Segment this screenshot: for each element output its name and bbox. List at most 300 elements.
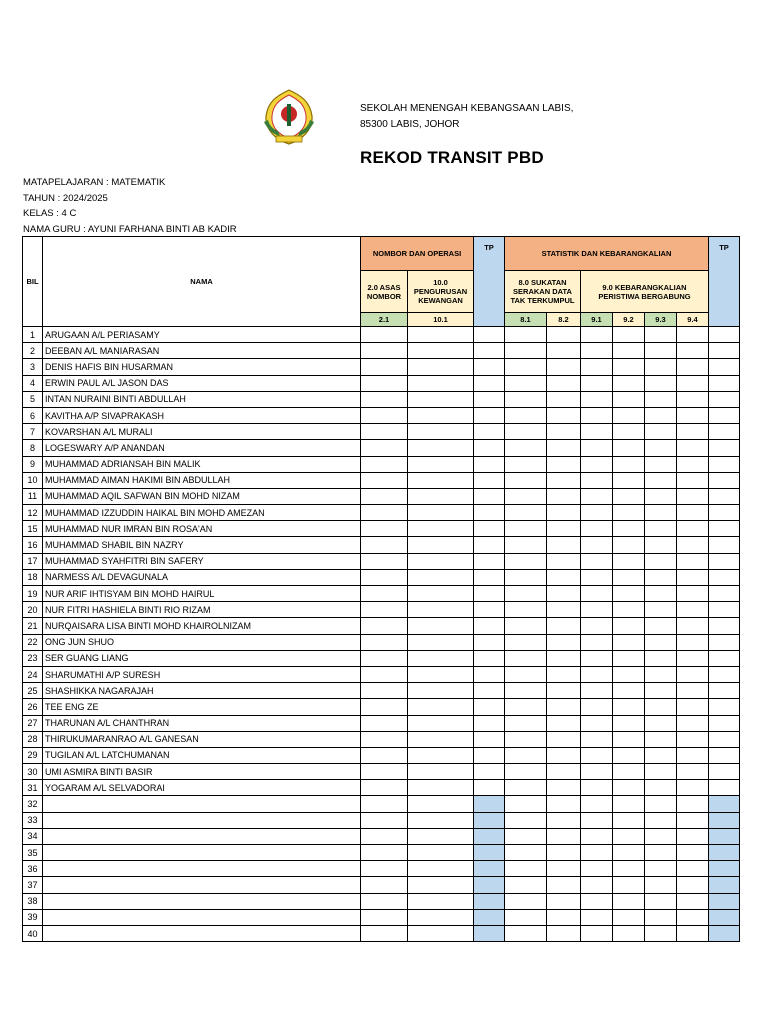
- score-cell[interactable]: [547, 909, 581, 925]
- score-cell[interactable]: [505, 828, 547, 844]
- score-cell[interactable]: [645, 359, 677, 375]
- score-cell[interactable]: [613, 618, 645, 634]
- score-cell[interactable]: [408, 731, 474, 747]
- score-cell[interactable]: [361, 537, 408, 553]
- score-cell[interactable]: [361, 650, 408, 666]
- score-cell[interactable]: [677, 391, 709, 407]
- score-cell[interactable]: [581, 553, 613, 569]
- score-cell[interactable]: [505, 909, 547, 925]
- tp-cell[interactable]: [709, 796, 740, 812]
- score-cell[interactable]: [613, 407, 645, 423]
- tp-cell[interactable]: [474, 845, 505, 861]
- score-cell[interactable]: [505, 586, 547, 602]
- score-cell[interactable]: [408, 683, 474, 699]
- score-cell[interactable]: [581, 780, 613, 796]
- score-cell[interactable]: [505, 893, 547, 909]
- tp-cell[interactable]: [474, 683, 505, 699]
- tp-cell[interactable]: [709, 845, 740, 861]
- score-cell[interactable]: [613, 909, 645, 925]
- score-cell[interactable]: [505, 666, 547, 682]
- score-cell[interactable]: [645, 715, 677, 731]
- score-cell[interactable]: [581, 666, 613, 682]
- score-cell[interactable]: [408, 780, 474, 796]
- score-cell[interactable]: [581, 877, 613, 893]
- score-cell[interactable]: [581, 699, 613, 715]
- tp-cell[interactable]: [474, 699, 505, 715]
- tp-cell[interactable]: [709, 456, 740, 472]
- score-cell[interactable]: [613, 488, 645, 504]
- tp-cell[interactable]: [474, 391, 505, 407]
- score-cell[interactable]: [505, 472, 547, 488]
- score-cell[interactable]: [677, 521, 709, 537]
- score-cell[interactable]: [581, 650, 613, 666]
- tp-cell[interactable]: [474, 747, 505, 763]
- tp-cell[interactable]: [709, 925, 740, 941]
- score-cell[interactable]: [645, 586, 677, 602]
- score-cell[interactable]: [361, 488, 408, 504]
- score-cell[interactable]: [408, 699, 474, 715]
- score-cell[interactable]: [408, 618, 474, 634]
- score-cell[interactable]: [581, 731, 613, 747]
- score-cell[interactable]: [613, 521, 645, 537]
- tp-cell[interactable]: [709, 909, 740, 925]
- score-cell[interactable]: [581, 327, 613, 343]
- score-cell[interactable]: [645, 828, 677, 844]
- tp-cell[interactable]: [709, 666, 740, 682]
- score-cell[interactable]: [408, 569, 474, 585]
- tp-cell[interactable]: [474, 569, 505, 585]
- tp-cell[interactable]: [474, 812, 505, 828]
- tp-cell[interactable]: [474, 666, 505, 682]
- score-cell[interactable]: [505, 925, 547, 941]
- score-cell[interactable]: [361, 925, 408, 941]
- score-cell[interactable]: [408, 828, 474, 844]
- score-cell[interactable]: [408, 521, 474, 537]
- score-cell[interactable]: [547, 424, 581, 440]
- score-cell[interactable]: [581, 845, 613, 861]
- score-cell[interactable]: [677, 731, 709, 747]
- score-cell[interactable]: [547, 359, 581, 375]
- score-cell[interactable]: [505, 343, 547, 359]
- score-cell[interactable]: [613, 764, 645, 780]
- score-cell[interactable]: [613, 731, 645, 747]
- score-cell[interactable]: [613, 586, 645, 602]
- score-cell[interactable]: [408, 893, 474, 909]
- score-cell[interactable]: [361, 618, 408, 634]
- score-cell[interactable]: [505, 764, 547, 780]
- score-cell[interactable]: [505, 440, 547, 456]
- tp-cell[interactable]: [474, 828, 505, 844]
- score-cell[interactable]: [361, 715, 408, 731]
- tp-cell[interactable]: [709, 731, 740, 747]
- score-cell[interactable]: [581, 764, 613, 780]
- tp-cell[interactable]: [474, 861, 505, 877]
- score-cell[interactable]: [361, 359, 408, 375]
- score-cell[interactable]: [645, 569, 677, 585]
- score-cell[interactable]: [361, 666, 408, 682]
- score-cell[interactable]: [408, 327, 474, 343]
- score-cell[interactable]: [677, 569, 709, 585]
- score-cell[interactable]: [547, 456, 581, 472]
- score-cell[interactable]: [547, 764, 581, 780]
- score-cell[interactable]: [408, 877, 474, 893]
- score-cell[interactable]: [677, 828, 709, 844]
- score-cell[interactable]: [408, 488, 474, 504]
- tp-cell[interactable]: [709, 521, 740, 537]
- score-cell[interactable]: [677, 537, 709, 553]
- tp-cell[interactable]: [709, 553, 740, 569]
- score-cell[interactable]: [677, 618, 709, 634]
- score-cell[interactable]: [645, 521, 677, 537]
- score-cell[interactable]: [361, 747, 408, 763]
- score-cell[interactable]: [613, 440, 645, 456]
- score-cell[interactable]: [645, 472, 677, 488]
- score-cell[interactable]: [677, 602, 709, 618]
- score-cell[interactable]: [505, 359, 547, 375]
- tp-cell[interactable]: [474, 650, 505, 666]
- tp-cell[interactable]: [474, 343, 505, 359]
- score-cell[interactable]: [677, 456, 709, 472]
- score-cell[interactable]: [408, 812, 474, 828]
- score-cell[interactable]: [408, 440, 474, 456]
- score-cell[interactable]: [613, 666, 645, 682]
- tp-cell[interactable]: [709, 683, 740, 699]
- score-cell[interactable]: [547, 666, 581, 682]
- score-cell[interactable]: [677, 375, 709, 391]
- score-cell[interactable]: [613, 796, 645, 812]
- score-cell[interactable]: [408, 764, 474, 780]
- tp-cell[interactable]: [709, 586, 740, 602]
- tp-cell[interactable]: [709, 488, 740, 504]
- score-cell[interactable]: [408, 925, 474, 941]
- tp-cell[interactable]: [474, 780, 505, 796]
- tp-cell[interactable]: [474, 375, 505, 391]
- score-cell[interactable]: [613, 650, 645, 666]
- score-cell[interactable]: [361, 845, 408, 861]
- score-cell[interactable]: [677, 488, 709, 504]
- tp-cell[interactable]: [709, 634, 740, 650]
- tp-cell[interactable]: [474, 602, 505, 618]
- score-cell[interactable]: [547, 634, 581, 650]
- score-cell[interactable]: [361, 861, 408, 877]
- score-cell[interactable]: [505, 537, 547, 553]
- score-cell[interactable]: [581, 715, 613, 731]
- score-cell[interactable]: [645, 440, 677, 456]
- score-cell[interactable]: [505, 602, 547, 618]
- score-cell[interactable]: [547, 780, 581, 796]
- score-cell[interactable]: [677, 796, 709, 812]
- score-cell[interactable]: [677, 893, 709, 909]
- score-cell[interactable]: [581, 618, 613, 634]
- score-cell[interactable]: [505, 699, 547, 715]
- score-cell[interactable]: [677, 472, 709, 488]
- score-cell[interactable]: [677, 666, 709, 682]
- tp-cell[interactable]: [709, 812, 740, 828]
- tp-cell[interactable]: [474, 634, 505, 650]
- score-cell[interactable]: [677, 861, 709, 877]
- score-cell[interactable]: [505, 812, 547, 828]
- score-cell[interactable]: [581, 359, 613, 375]
- tp-cell[interactable]: [474, 618, 505, 634]
- score-cell[interactable]: [645, 683, 677, 699]
- score-cell[interactable]: [547, 747, 581, 763]
- tp-cell[interactable]: [709, 407, 740, 423]
- score-cell[interactable]: [645, 764, 677, 780]
- score-cell[interactable]: [613, 828, 645, 844]
- score-cell[interactable]: [613, 861, 645, 877]
- score-cell[interactable]: [361, 812, 408, 828]
- score-cell[interactable]: [547, 796, 581, 812]
- score-cell[interactable]: [581, 537, 613, 553]
- score-cell[interactable]: [581, 407, 613, 423]
- score-cell[interactable]: [613, 391, 645, 407]
- score-cell[interactable]: [677, 440, 709, 456]
- score-cell[interactable]: [547, 650, 581, 666]
- score-cell[interactable]: [581, 440, 613, 456]
- score-cell[interactable]: [547, 925, 581, 941]
- score-cell[interactable]: [408, 747, 474, 763]
- tp-cell[interactable]: [474, 488, 505, 504]
- score-cell[interactable]: [505, 505, 547, 521]
- score-cell[interactable]: [581, 586, 613, 602]
- score-cell[interactable]: [677, 407, 709, 423]
- score-cell[interactable]: [361, 683, 408, 699]
- score-cell[interactable]: [581, 602, 613, 618]
- score-cell[interactable]: [505, 375, 547, 391]
- score-cell[interactable]: [408, 634, 474, 650]
- tp-cell[interactable]: [474, 359, 505, 375]
- score-cell[interactable]: [361, 909, 408, 925]
- score-cell[interactable]: [645, 925, 677, 941]
- score-cell[interactable]: [505, 553, 547, 569]
- score-cell[interactable]: [677, 683, 709, 699]
- score-cell[interactable]: [581, 634, 613, 650]
- score-cell[interactable]: [581, 424, 613, 440]
- score-cell[interactable]: [613, 845, 645, 861]
- tp-cell[interactable]: [474, 424, 505, 440]
- tp-cell[interactable]: [709, 327, 740, 343]
- score-cell[interactable]: [581, 893, 613, 909]
- tp-cell[interactable]: [709, 537, 740, 553]
- score-cell[interactable]: [361, 634, 408, 650]
- score-cell[interactable]: [645, 553, 677, 569]
- score-cell[interactable]: [505, 683, 547, 699]
- score-cell[interactable]: [645, 505, 677, 521]
- score-cell[interactable]: [547, 440, 581, 456]
- score-cell[interactable]: [547, 586, 581, 602]
- score-cell[interactable]: [408, 505, 474, 521]
- tp-cell[interactable]: [709, 747, 740, 763]
- score-cell[interactable]: [645, 747, 677, 763]
- score-cell[interactable]: [505, 715, 547, 731]
- score-cell[interactable]: [505, 780, 547, 796]
- score-cell[interactable]: [408, 715, 474, 731]
- score-cell[interactable]: [581, 683, 613, 699]
- score-cell[interactable]: [677, 553, 709, 569]
- score-cell[interactable]: [613, 456, 645, 472]
- score-cell[interactable]: [361, 764, 408, 780]
- score-cell[interactable]: [613, 553, 645, 569]
- score-cell[interactable]: [677, 650, 709, 666]
- score-cell[interactable]: [645, 731, 677, 747]
- score-cell[interactable]: [547, 553, 581, 569]
- score-cell[interactable]: [677, 845, 709, 861]
- score-cell[interactable]: [361, 602, 408, 618]
- score-cell[interactable]: [677, 359, 709, 375]
- score-cell[interactable]: [361, 343, 408, 359]
- score-cell[interactable]: [361, 893, 408, 909]
- score-cell[interactable]: [581, 488, 613, 504]
- score-cell[interactable]: [361, 407, 408, 423]
- score-cell[interactable]: [645, 650, 677, 666]
- score-cell[interactable]: [677, 877, 709, 893]
- tp-cell[interactable]: [709, 472, 740, 488]
- score-cell[interactable]: [408, 909, 474, 925]
- score-cell[interactable]: [505, 747, 547, 763]
- score-cell[interactable]: [361, 440, 408, 456]
- tp-cell[interactable]: [474, 440, 505, 456]
- score-cell[interactable]: [408, 845, 474, 861]
- score-cell[interactable]: [645, 537, 677, 553]
- score-cell[interactable]: [408, 537, 474, 553]
- score-cell[interactable]: [645, 796, 677, 812]
- tp-cell[interactable]: [709, 861, 740, 877]
- score-cell[interactable]: [613, 327, 645, 343]
- score-cell[interactable]: [645, 699, 677, 715]
- tp-cell[interactable]: [709, 780, 740, 796]
- score-cell[interactable]: [613, 343, 645, 359]
- score-cell[interactable]: [408, 553, 474, 569]
- score-cell[interactable]: [645, 343, 677, 359]
- score-cell[interactable]: [408, 861, 474, 877]
- score-cell[interactable]: [645, 893, 677, 909]
- score-cell[interactable]: [581, 828, 613, 844]
- score-cell[interactable]: [547, 861, 581, 877]
- score-cell[interactable]: [547, 731, 581, 747]
- score-cell[interactable]: [613, 925, 645, 941]
- score-cell[interactable]: [645, 488, 677, 504]
- score-cell[interactable]: [547, 537, 581, 553]
- score-cell[interactable]: [547, 375, 581, 391]
- score-cell[interactable]: [408, 796, 474, 812]
- score-cell[interactable]: [677, 780, 709, 796]
- score-cell[interactable]: [547, 845, 581, 861]
- tp-cell[interactable]: [474, 505, 505, 521]
- tp-cell[interactable]: [474, 909, 505, 925]
- tp-cell[interactable]: [474, 472, 505, 488]
- score-cell[interactable]: [645, 845, 677, 861]
- score-cell[interactable]: [581, 391, 613, 407]
- score-cell[interactable]: [547, 327, 581, 343]
- score-cell[interactable]: [645, 909, 677, 925]
- score-cell[interactable]: [677, 505, 709, 521]
- score-cell[interactable]: [408, 375, 474, 391]
- score-cell[interactable]: [505, 650, 547, 666]
- score-cell[interactable]: [581, 505, 613, 521]
- score-cell[interactable]: [613, 472, 645, 488]
- score-cell[interactable]: [581, 456, 613, 472]
- score-cell[interactable]: [361, 569, 408, 585]
- score-cell[interactable]: [613, 424, 645, 440]
- score-cell[interactable]: [505, 391, 547, 407]
- tp-cell[interactable]: [474, 764, 505, 780]
- score-cell[interactable]: [677, 586, 709, 602]
- score-cell[interactable]: [408, 391, 474, 407]
- score-cell[interactable]: [408, 407, 474, 423]
- tp-cell[interactable]: [709, 764, 740, 780]
- score-cell[interactable]: [505, 845, 547, 861]
- score-cell[interactable]: [677, 634, 709, 650]
- score-cell[interactable]: [505, 488, 547, 504]
- score-cell[interactable]: [505, 861, 547, 877]
- score-cell[interactable]: [581, 747, 613, 763]
- score-cell[interactable]: [547, 569, 581, 585]
- score-cell[interactable]: [645, 618, 677, 634]
- tp-cell[interactable]: [709, 569, 740, 585]
- score-cell[interactable]: [361, 586, 408, 602]
- score-cell[interactable]: [547, 618, 581, 634]
- score-cell[interactable]: [645, 407, 677, 423]
- score-cell[interactable]: [408, 472, 474, 488]
- tp-cell[interactable]: [709, 715, 740, 731]
- score-cell[interactable]: [547, 391, 581, 407]
- score-cell[interactable]: [361, 780, 408, 796]
- score-cell[interactable]: [581, 925, 613, 941]
- score-cell[interactable]: [677, 925, 709, 941]
- score-cell[interactable]: [547, 343, 581, 359]
- score-cell[interactable]: [547, 828, 581, 844]
- score-cell[interactable]: [581, 812, 613, 828]
- score-cell[interactable]: [361, 699, 408, 715]
- score-cell[interactable]: [613, 780, 645, 796]
- tp-cell[interactable]: [474, 456, 505, 472]
- tp-cell[interactable]: [474, 731, 505, 747]
- score-cell[interactable]: [645, 602, 677, 618]
- score-cell[interactable]: [547, 715, 581, 731]
- tp-cell[interactable]: [474, 553, 505, 569]
- tp-cell[interactable]: [709, 828, 740, 844]
- score-cell[interactable]: [361, 505, 408, 521]
- score-cell[interactable]: [581, 861, 613, 877]
- score-cell[interactable]: [505, 796, 547, 812]
- tp-cell[interactable]: [474, 893, 505, 909]
- tp-cell[interactable]: [474, 407, 505, 423]
- score-cell[interactable]: [613, 375, 645, 391]
- score-cell[interactable]: [677, 764, 709, 780]
- tp-cell[interactable]: [474, 877, 505, 893]
- score-cell[interactable]: [547, 488, 581, 504]
- score-cell[interactable]: [581, 521, 613, 537]
- score-cell[interactable]: [581, 472, 613, 488]
- score-cell[interactable]: [613, 569, 645, 585]
- score-cell[interactable]: [361, 521, 408, 537]
- tp-cell[interactable]: [709, 893, 740, 909]
- tp-cell[interactable]: [709, 618, 740, 634]
- tp-cell[interactable]: [709, 391, 740, 407]
- score-cell[interactable]: [645, 456, 677, 472]
- tp-cell[interactable]: [709, 602, 740, 618]
- score-cell[interactable]: [361, 472, 408, 488]
- tp-cell[interactable]: [474, 715, 505, 731]
- tp-cell[interactable]: [709, 343, 740, 359]
- score-cell[interactable]: [361, 731, 408, 747]
- score-cell[interactable]: [505, 407, 547, 423]
- score-cell[interactable]: [547, 602, 581, 618]
- score-cell[interactable]: [581, 569, 613, 585]
- score-cell[interactable]: [408, 424, 474, 440]
- tp-cell[interactable]: [709, 424, 740, 440]
- score-cell[interactable]: [613, 634, 645, 650]
